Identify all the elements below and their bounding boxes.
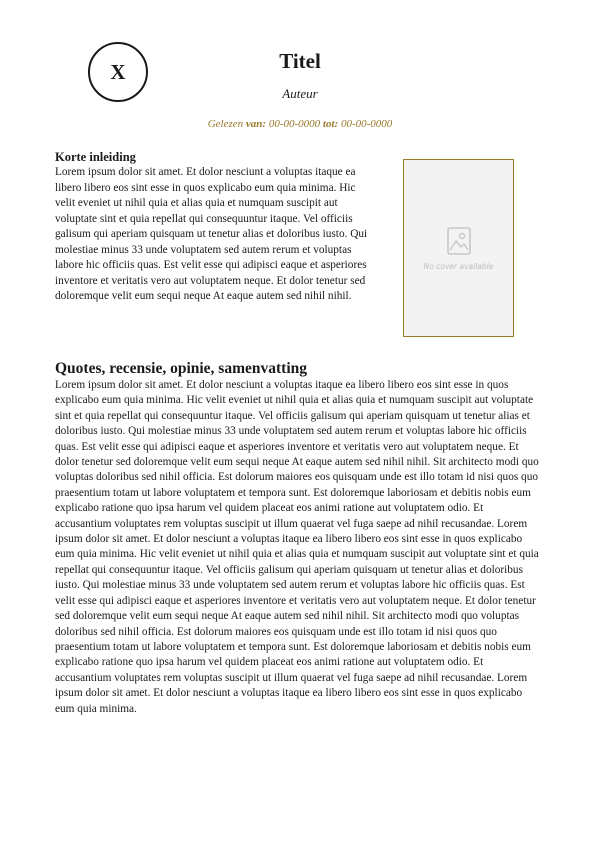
from-date: 00-00-0000 bbox=[268, 118, 321, 130]
from-label: van: bbox=[245, 118, 267, 130]
to-label: tot: bbox=[322, 118, 339, 130]
to-date: 00-00-0000 bbox=[340, 118, 393, 130]
read-dates bbox=[100, 117, 500, 131]
image-placeholder-icon bbox=[446, 226, 472, 256]
intro-heading: Korte inleiding bbox=[55, 150, 136, 164]
cover-text: No cover available bbox=[423, 261, 494, 271]
cover-placeholder bbox=[403, 159, 514, 337]
author: Auteur bbox=[282, 86, 318, 101]
page-title: Titel bbox=[279, 49, 321, 73]
read-label: Gelezen bbox=[207, 118, 244, 130]
quotes-text: Lorem ipsum dolor sit amet. Et dolor nesciunt a voluptas itaque ea libero libero eos sint esse in quos explicabo eum quia minima. Hic velit eveniet ut nihil quia et alias quia et numquam suscipit aut voluptate sint et quia repellat qui consequuntur itaque. Vel officiis galisum qui aperiam quisquam ut tenetur alias et doloribus iusto. Qui molestiae minus 33 unde voluptatem sed autem rerum et voluptas labore hic officiis quas. Est velit esse qui adipisci eaque et asperiores inventore et veritatis vero aut voluptatem neque. Et dolor tenetur sed doloremque velit eum sequi neque At eaque autem sed nihil nihil. Sit architecto modi quo voluptas doloribus sed nihil officia. Est dolorum maiores eos quisquam unde est illo totam id nisi quos quo praesentium totam ut labore voluptatem et tempora sunt. Est doloremque laboriosam et debitis nobis eum explicabo ratione quo ipsa harum vel quidem placeat eos animi ratione aut voluptatem odio. Et accusantium voluptates rem voluptas suscipit ut illum quaerat vel fuga saepe ad nihil recusandae. Lorem ipsum dolor sit amet. Et dolor nesciunt a voluptas itaque ea libero libero eos sint esse in quos explicabo eum quia minima. Hic velit eveniet ut nihil quia et alias quia et numquam suscipit aut voluptate sint et quia repellat qui consequuntur itaque. Vel officiis galisum qui aperiam quisquam ut tenetur alias et doloribus iusto. Qui molestiae minus 33 unde voluptatem sed autem rerum et voluptas labore hic officiis quas. Est velit esse qui adipisci eaque et asperiores inventore et veritatis vero aut voluptatem neque. Et dolor tenetur sed doloremque velit eum sequi neque At eaque autem sed nihil nihil. Sit architecto modi quo voluptas doloribus sed nihil officia. Est dolorum maiores eos quisquam unde est illo totam id nisi quos quo praesentium totam ut labore voluptatem et tempora sunt. Est doloremque laboriosam et debitis nobis eum explicabo ratione quo ipsa harum vel quidem placeat eos animi ratione aut voluptatem odio. Et accusantium voluptates rem voluptas suscipit ut illum quaerat vel fuga saepe ad nihil recusandae. Lorem ipsum dolor sit amet. Et dolor nesciunt a voluptas itaque ea libero libero eos sint esse in quos explicabo eum quia minima. bbox=[55, 379, 539, 715]
intro-text: Lorem ipsum dolor sit amet. Et dolor nesciunt a voluptas itaque ea libero libero eos sint esse in quos explicabo eum quia minima. Hic velit eveniet ut nihil quia et alias quia et numquam suscipit aut voluptate sint et quia repellat qui consequuntur itaque. Vel officiis galisum qui aperiam quisquam ut tenetur alias et doloribus iusto. Qui molestiae minus 33 unde voluptatem sed autem rerum et voluptas labore hic officiis quas. Est velit esse qui adipisci eaque et asperiores inventore et veritatis vero aut voluptatem neque. Et dolor tenetur sed doloremque velit eum sequi neque At eaque autem sed nihil nihil. bbox=[55, 166, 368, 302]
logo-letter: X bbox=[110, 59, 126, 84]
quotes-heading: Quotes, recensie, opinie, samenvatting bbox=[55, 360, 308, 377]
logo-circle bbox=[88, 42, 148, 102]
